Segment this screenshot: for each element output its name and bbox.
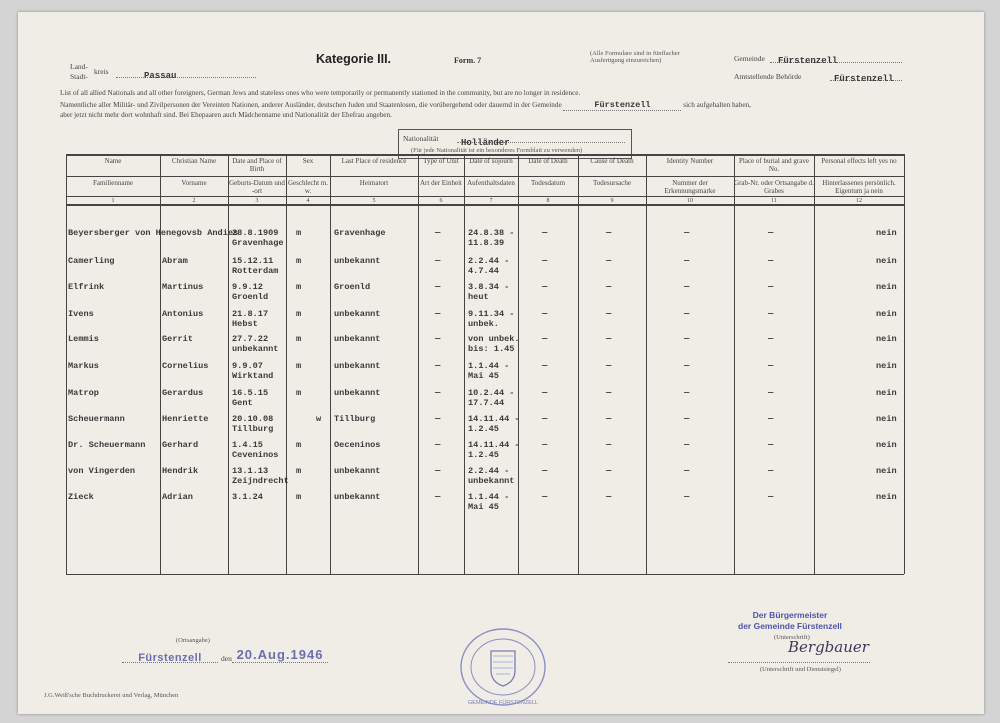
form-number: Form. 7	[454, 56, 482, 65]
empty-dash: —	[542, 309, 548, 319]
empty-dash: —	[542, 440, 548, 450]
empty-dash: —	[606, 309, 612, 319]
column-rule	[330, 154, 331, 574]
empty-dash: —	[684, 388, 690, 398]
amtsstelle-value: Fürstenzell	[834, 74, 894, 84]
cell-sex: m	[296, 309, 302, 319]
cell-sex: m	[296, 334, 302, 344]
empty-dash: —	[768, 388, 774, 398]
cell-sojourn: 9.11.34 - unbek.	[468, 309, 515, 329]
cell-effects: nein	[876, 309, 897, 319]
empty-dash: —	[768, 228, 774, 238]
empty-dash: —	[684, 361, 690, 371]
mayor-stamp-line-1: Der Bürgermeister	[752, 610, 828, 620]
cell-effects: nein	[876, 361, 897, 371]
cell-sex: m	[296, 361, 302, 371]
cell-sojourn: 2.2.44 - 4.7.44	[468, 256, 510, 276]
column-rule	[814, 154, 815, 574]
cell-effects: nein	[876, 440, 897, 450]
cell-first: Gerhard	[162, 440, 199, 450]
empty-dash: —	[684, 334, 690, 344]
column-header-en: Place of burial and grave No.	[739, 157, 809, 173]
empty-dash: —	[435, 228, 441, 238]
empty-dash: —	[606, 361, 612, 371]
handwritten-signature: Bergbauer	[788, 638, 869, 656]
column-header-en: Date of sojourn	[469, 157, 513, 165]
empty-dash: —	[435, 256, 441, 266]
cell-sex: m	[296, 228, 302, 238]
empty-dash: —	[435, 282, 441, 292]
column-number: 2	[192, 198, 196, 204]
cell-residence: unbekannt	[334, 492, 381, 502]
cell-sex: m	[296, 282, 302, 292]
cell-residence: unbekannt	[334, 334, 381, 344]
printer-note: J.G.Weiß'sche Buchdruckerei und Verlag, München	[44, 692, 179, 699]
gemeinde-value: Fürstenzell	[778, 56, 838, 66]
cell-sex: m	[296, 466, 302, 476]
column-number: 3	[255, 198, 259, 204]
seal-text: GEMEINDE FÜRSTENZELL	[468, 700, 538, 706]
intro-text-german-1	[60, 100, 751, 111]
empty-dash: —	[606, 466, 612, 476]
empty-dash: —	[768, 440, 774, 450]
column-header-de: Familienname	[92, 179, 134, 187]
table-rule	[66, 154, 904, 156]
amtsstelle-label: Amtstellende Behörde	[734, 72, 802, 81]
empty-dash: —	[435, 414, 441, 424]
cell-birth: 16.5.15 Gent	[232, 388, 269, 408]
column-header-de: Vorname	[181, 179, 207, 187]
mayor-stamp-line-2: der Gemeinde Fürstenzell	[738, 621, 842, 631]
gemeinde-label: Gemeinde	[734, 54, 765, 63]
intro-text-german-1b: sich aufgehalten haben,	[683, 101, 751, 109]
column-header-en: Date and Place of Birth	[232, 157, 282, 173]
column-header-en: Christian Name	[171, 157, 217, 165]
empty-dash: —	[542, 256, 548, 266]
cell-first: Hendrik	[162, 466, 199, 476]
cell-sojourn: 14.11.44 - 1.2.45	[468, 440, 520, 460]
official-seal	[458, 626, 548, 708]
empty-dash: —	[435, 492, 441, 502]
kreis-field	[116, 65, 256, 81]
empty-dash: —	[435, 309, 441, 319]
empty-dash: —	[606, 334, 612, 344]
cell-birth: 28.8.1909 Gravenhage	[232, 228, 284, 248]
cell-sex: m	[296, 440, 302, 450]
column-header-en: Sex	[302, 157, 314, 165]
empty-dash: —	[606, 256, 612, 266]
column-number: 10	[687, 198, 693, 204]
cell-effects: nein	[876, 466, 897, 476]
empty-dash: —	[768, 282, 774, 292]
column-header-de: Art der Einheit	[420, 179, 462, 187]
cell-effects: nein	[876, 388, 897, 398]
kreis-value: Passau	[144, 71, 177, 81]
cell-name: Lemmis	[68, 334, 99, 344]
cell-sojourn: von unbek. bis: 1.45	[468, 334, 520, 354]
cell-sojourn: 2.2.44 - unbekannt	[468, 466, 515, 486]
cell-first: Henriette	[162, 414, 209, 424]
cell-first: Gerrit	[162, 334, 193, 344]
column-header-en: Type of Unit	[423, 157, 459, 165]
cell-first: Adrian	[162, 492, 193, 502]
stadt-label: Stadt-	[70, 72, 88, 81]
cell-sex: m	[296, 492, 302, 502]
signature-note: (Unterschrift und Dienstsiegel)	[760, 666, 841, 673]
cell-sojourn: 10.2.44 - 17.7.44	[468, 388, 515, 408]
empty-dash: —	[684, 256, 690, 266]
cell-name: Elfrink	[68, 282, 105, 292]
empty-dash: —	[684, 309, 690, 319]
mayor-stamp	[738, 610, 842, 632]
date-field	[232, 646, 328, 663]
empty-dash: —	[435, 361, 441, 371]
intro-text-german-2: aber jetzt nicht mehr dort wohnhaft sind. Bei Ehepaaren auch Mädchenname und Nationalität der Ehefrau angeben.	[60, 111, 392, 119]
column-header-de: Hinterlassenes persönlich. Eigentum ja nein	[822, 179, 896, 195]
cell-residence: unbekannt	[334, 388, 381, 398]
column-header-en: Last Place of residence	[341, 157, 407, 165]
empty-dash: —	[684, 414, 690, 424]
land-label: Land-	[70, 62, 88, 71]
empty-dash: —	[684, 282, 690, 292]
signature-label: (Unterschrift)	[774, 634, 810, 641]
cell-first: Gerardus	[162, 388, 204, 398]
empty-dash: —	[542, 388, 548, 398]
intro-place-field	[563, 100, 681, 111]
cell-first: Cornelius	[162, 361, 209, 371]
column-rule	[228, 154, 229, 574]
intro-place-value: Fürstenzell	[594, 100, 651, 110]
empty-dash: —	[768, 466, 774, 476]
cell-effects: nein	[876, 256, 897, 266]
cell-birth: 3.1.24	[232, 492, 263, 502]
column-number: 9	[610, 198, 614, 204]
nationality-note: (Für jede Nationalität ist ein besonderes Formblatt zu verwenden)	[411, 147, 583, 154]
empty-dash: —	[684, 440, 690, 450]
empty-dash: —	[768, 334, 774, 344]
cell-birth: 15.12.11 Rotterdam	[232, 256, 279, 276]
gemeinde-field	[770, 50, 902, 66]
cell-name: Ivens	[68, 309, 94, 319]
empty-dash: —	[542, 414, 548, 424]
cell-name: Scheuermann	[68, 414, 125, 424]
cell-sojourn: 3.8.34 - heut	[468, 282, 510, 302]
empty-dash: —	[768, 492, 774, 502]
cell-birth: 21.8.17 Hebst	[232, 309, 269, 329]
column-header-de: Nummer der Erkennungsmarke	[664, 179, 716, 195]
column-header-de: Todesursache	[593, 179, 631, 187]
cell-effects: nein	[876, 282, 897, 292]
cell-effects: nein	[876, 228, 897, 238]
cell-effects: nein	[876, 334, 897, 344]
cell-name: Dr. Scheuermann	[68, 440, 146, 450]
empty-dash: —	[606, 492, 612, 502]
cell-first: Antonius	[162, 309, 204, 319]
cell-residence: Oeceninos	[334, 440, 381, 450]
column-rule	[418, 154, 419, 574]
cell-birth: 1.4.15 Ceveninos	[232, 440, 279, 460]
cell-birth: 20.10.08 Tillburg	[232, 414, 274, 434]
table-rule	[66, 176, 904, 177]
empty-dash: —	[768, 256, 774, 266]
cell-effects: nein	[876, 492, 897, 502]
column-number: 5	[372, 198, 376, 204]
column-rule	[464, 154, 465, 574]
column-header-de: Geburts-Datum und -ort	[229, 179, 285, 195]
empty-dash: —	[435, 334, 441, 344]
cell-sojourn: 24.8.38 - 11.8.39	[468, 228, 515, 248]
nationality-value: Holländer	[461, 138, 510, 148]
cell-sex: m	[296, 256, 302, 266]
empty-dash: —	[435, 466, 441, 476]
empty-dash: —	[542, 282, 548, 292]
column-header-de: Heimatort	[359, 179, 389, 187]
place-label: (Ortsangabe)	[176, 637, 210, 644]
empty-dash: —	[768, 309, 774, 319]
column-number: 1	[111, 198, 115, 204]
cell-residence: Gravenhage	[334, 228, 386, 238]
empty-dash: —	[684, 466, 690, 476]
copies-note: (Alle Formulare sind in fünffacher Ausfertigung einzureichen)	[590, 50, 680, 64]
cell-effects: nein	[876, 414, 897, 424]
column-header-en: Date of Death	[528, 157, 568, 165]
cell-residence: Tillburg	[334, 414, 376, 424]
column-header-en: Personal effects left yes no	[821, 157, 897, 165]
cell-name: Markus	[68, 361, 99, 371]
column-number: 6	[439, 198, 443, 204]
intro-text-german-1a: Namentliche aller Militär- und Zivilpersonen der Vereinten Nationen, anderer Ausländer, deutschen Juden und Staatenlosen, die vorübergehend oder dauernd in der Gemeinde	[60, 101, 562, 109]
den-label: den	[221, 654, 232, 663]
place-stamp: Fürstenzell	[138, 652, 202, 664]
cell-sojourn: 1.1.44 - Mai 45	[468, 492, 510, 512]
column-header-de: Todesdatum	[530, 179, 566, 187]
empty-dash: —	[606, 440, 612, 450]
cell-birth: 9.9.12 Groenld	[232, 282, 269, 302]
kreis-label: kreis	[94, 67, 109, 76]
column-rule	[646, 154, 647, 574]
column-header-de: Aufenthaltsdaten	[467, 179, 515, 187]
empty-dash: —	[542, 334, 548, 344]
column-header-en: Name	[104, 157, 122, 165]
empty-dash: —	[542, 361, 548, 371]
column-number: 12	[856, 198, 862, 204]
cell-sojourn: 1.1.44 - Mai 45	[468, 361, 510, 381]
page-title: Kategorie III.	[316, 52, 392, 66]
cell-name: von Vingerden	[68, 466, 136, 476]
empty-dash: —	[684, 492, 690, 502]
table-rule	[66, 574, 904, 575]
column-rule	[66, 154, 67, 574]
cell-sex: w	[316, 414, 322, 424]
empty-dash: —	[435, 388, 441, 398]
column-header-en: Cause of Death	[590, 157, 634, 165]
column-rule	[904, 154, 905, 574]
empty-dash: —	[606, 228, 612, 238]
empty-dash: —	[542, 492, 548, 502]
column-number: 4	[306, 198, 310, 204]
column-rule	[578, 154, 579, 574]
intro-text-english: List of all allied Nationals and all other foreigners, German Jews and stateless ones who were temporarily or permanently stationed in the community, but are no longer in residence.	[60, 89, 581, 97]
column-number: 11	[771, 198, 777, 204]
empty-dash: —	[606, 282, 612, 292]
place-field	[122, 648, 218, 663]
column-rule	[734, 154, 735, 574]
cell-first: Martinus	[162, 282, 204, 292]
cell-residence: unbekannt	[334, 361, 381, 371]
empty-dash: —	[768, 361, 774, 371]
nationality-label: Nationalität	[403, 134, 439, 143]
cell-name: Camerling	[68, 256, 115, 266]
cell-sojourn: 14.11.44 - 1.2.45	[468, 414, 520, 434]
empty-dash: —	[606, 414, 612, 424]
empty-dash: —	[768, 414, 774, 424]
cell-first: Abram	[162, 256, 188, 266]
column-header-de: Geschlecht m. w.	[287, 179, 329, 195]
cell-name: Matrop	[68, 388, 99, 398]
column-header-en: Identity Number	[666, 157, 714, 165]
empty-dash: —	[606, 388, 612, 398]
empty-dash: —	[542, 466, 548, 476]
cell-birth: 27.7.22 unbekannt	[232, 334, 279, 354]
date-stamp: 20.Aug.1946	[236, 647, 324, 662]
nationality-field	[457, 132, 625, 148]
document-page	[18, 12, 984, 714]
cell-residence: unbekannt	[334, 466, 381, 476]
cell-residence: unbekannt	[334, 309, 381, 319]
cell-birth: 9.9.07 Wirktand	[232, 361, 274, 381]
cell-residence: Groenld	[334, 282, 371, 292]
cell-sex: m	[296, 388, 302, 398]
cell-birth: 13.1.13 Zeijndrecht	[232, 466, 289, 486]
column-number: 7	[489, 198, 493, 204]
empty-dash: —	[435, 440, 441, 450]
column-header-de: Grab-Nr. oder Ortsangabe d. Grabes	[734, 179, 814, 195]
signature-field	[728, 638, 870, 663]
cell-name: Beyersberger von Henegovsb Andies	[68, 228, 239, 238]
empty-dash: —	[684, 228, 690, 238]
cell-residence: unbekannt	[334, 256, 381, 266]
amtsstelle-field	[830, 68, 902, 84]
column-number: 8	[546, 198, 550, 204]
empty-dash: —	[542, 228, 548, 238]
cell-name: Zieck	[68, 492, 94, 502]
